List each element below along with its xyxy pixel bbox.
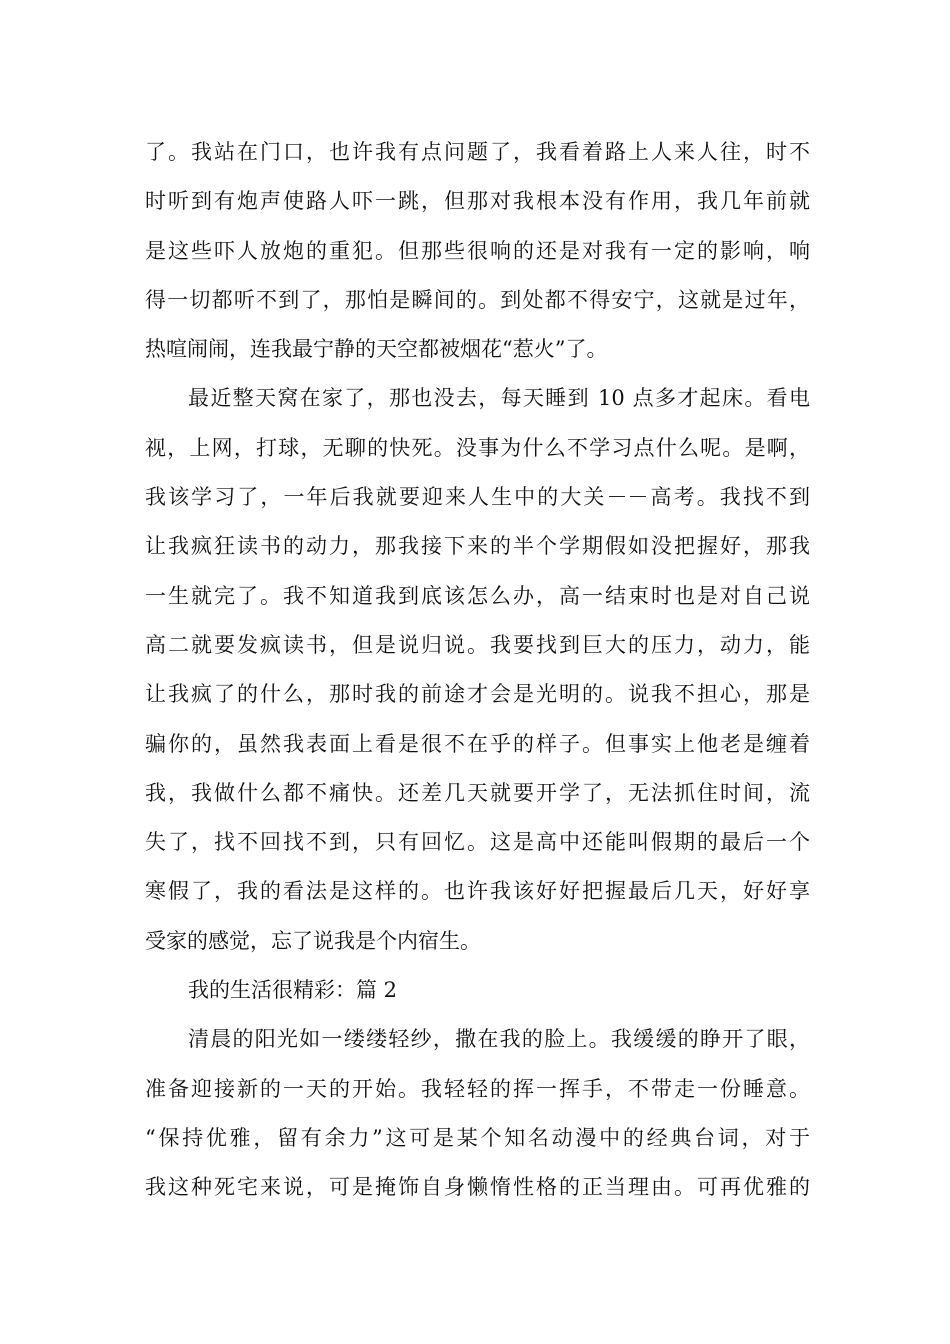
- text-line: 让我疯了的什么，那时我的前途才会是光明的。说我不担心，那是: [145, 682, 810, 707]
- text-line: 失了，找不回找不到，只有回忆。这是高中还能叫假期的最后一个: [145, 830, 810, 855]
- text-line: 是这些吓人放炮的重犯。但那些很响的还是对我有一定的影响，响: [145, 238, 810, 263]
- text-line: 热喧闹闹，连我最宁静的天空都被烟花“惹火”了。: [145, 337, 608, 362]
- text-line: “保持优雅，留有余力”这可是某个知名动漫中的经典台词，对于: [145, 1125, 810, 1150]
- text-line: 视，上网，打球，无聊的快死。没事为什么不学习点什么呢。是啊，: [145, 435, 810, 460]
- text-line: 寒假了，我的看法是这样的。也许我该好好把握最后几天，好好享: [145, 879, 810, 904]
- text-line: 受家的感觉，忘了说我是个内宿生。: [145, 928, 481, 953]
- text-line: 我该学习了，一年后我就要迎来人生中的大关－－高考。我找不到: [145, 485, 810, 510]
- text-line: 时听到有炮声使路人吓一跳，但那对我根本没有作用，我几年前就: [145, 189, 810, 214]
- text-line: 了。我站在门口，也许我有点问题了，我看着路上人来人往，时不: [145, 140, 810, 164]
- text-line: 骗你的，虽然我表面上看是很不在乎的样子。但事实上他老是缠着: [145, 731, 810, 756]
- text-line: 清晨的阳光如一缕缕轻纱，撒在我的脸上。我缓缓的睁开了眼，: [188, 1027, 810, 1052]
- text-line: 最近整天窝在家了，那也没去，每天睡到 10 点多才起床。看电: [188, 386, 810, 411]
- document-body: [145, 128, 810, 1213]
- text-line: 我这种死宅来说，可是掩饰自身懒惰性格的正当理由。可再优雅的: [145, 1175, 810, 1200]
- text-line: 我，我做什么都不痛快。还差几天就要开学了，无法抓住时间，流: [145, 780, 810, 805]
- text-line: 高二就要发疯读书，但是说归说。我要找到巨大的压力，动力，能: [145, 632, 810, 657]
- text-line: 让我疯狂读书的动力，那我接下来的半个学期假如没把握好，那我: [145, 534, 810, 559]
- text-line: 准备迎接新的一天的开始。我轻轻的挥一挥手，不带走一份睡意。: [145, 1076, 810, 1101]
- text-line: 一生就完了。我不知道我到底该怎么办，高一结束时也是对自己说: [145, 583, 810, 608]
- text-line: 我的生活很精彩：篇 2: [188, 978, 398, 1003]
- text-line: 得一切都听不到了，那怕是瞬间的。到处都不得安宁，这就是过年，: [145, 287, 810, 312]
